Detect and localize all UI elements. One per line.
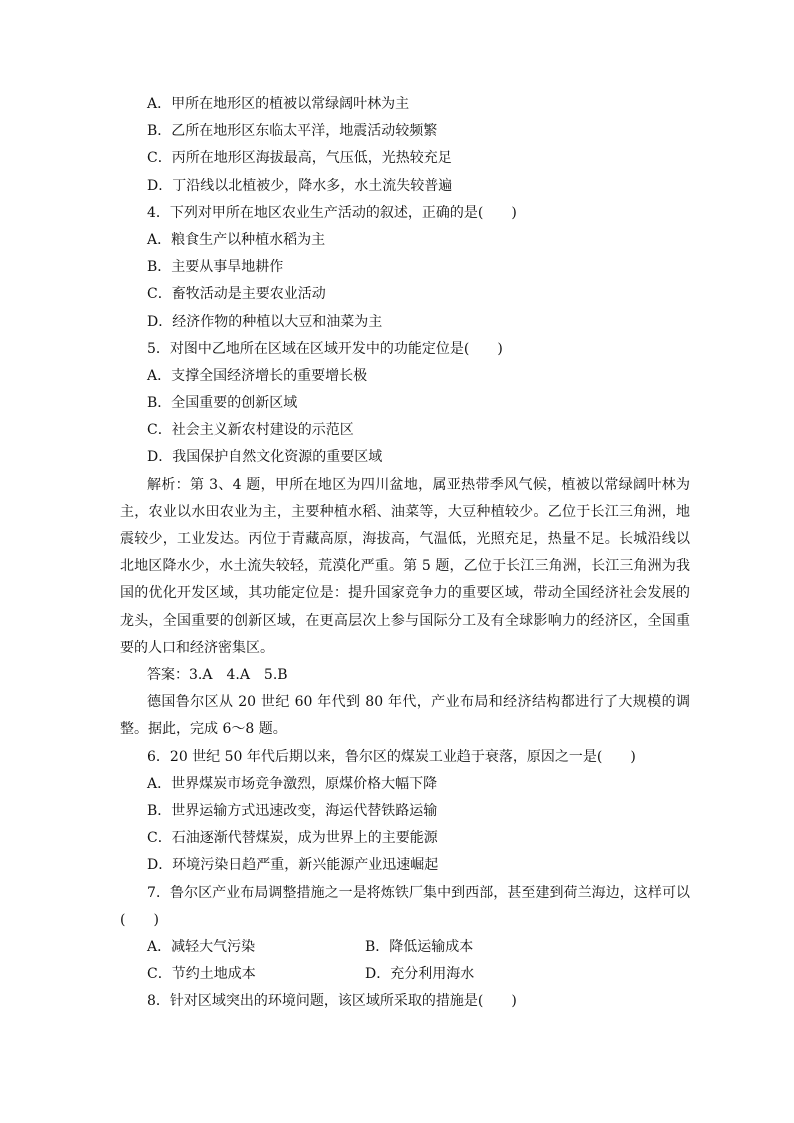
ruhr-intro-paragraph: 德国鲁尔区从 20 世纪 60 年代到 80 年代，产业布局和经济结构都进行了大规模的调整。据此，完成 6～8 题。: [120, 694, 690, 738]
q7-option-a: A．减轻大气污染: [147, 938, 256, 955]
q4-option-c: C．畜牧活动是主要农业活动: [147, 286, 326, 303]
q3-option-a: A．甲所在地形区的植被以常绿阔叶林为主: [147, 96, 410, 112]
q7-options-row-1: [120, 934, 690, 961]
q3-option-d: D．丁沿线以北植被少，降水多，水土流失较普遍: [147, 177, 453, 194]
q5-stem: 5．对图中乙地所在区域在区域开发中的功能定位是( ): [147, 340, 503, 357]
q6-stem: 6．20 世纪 50 年代后期以来，鲁尔区的煤炭工业趋于衰落，原因之一是( ): [147, 748, 636, 765]
q3-option-b: B．乙所在地形区东临太平洋，地震活动较频繁: [147, 123, 438, 140]
q6-option-d: D．环境污染日趋严重，新兴能源产业迅速崛起: [147, 857, 439, 874]
analysis-paragraph: 解析：第 3、4 题，甲所在地区为四川盆地，属亚热带季风气候，植被以常绿阔叶林为主，农业以水田农业为主，主要种植水稻、油菜等，大豆种植较少。乙位于长江三角洲，地震较少，工业发达。丙位于青藏高原，海拔高，气温低，光照充足，热量不足。长城沿线以北地区降水少，水土流失较轻，荒漠化严重。第 5 题，乙位于长江三角洲，长江三角洲为我国的优化开发区域，其功能定位是：提升国家竞争力的重要区域，带动全国经济社会发展的龙头，全国重要的创新区域，在更高层次上参与国际分工及有全球影响力的经济区，全国重要的人口和经济密集区。: [120, 476, 690, 656]
q6-option-b: B．世界运输方式迅速改变，海运代替铁路运输: [147, 803, 438, 820]
q7-option-d: D．充分利用海水: [365, 966, 475, 983]
q7-option-c: C．节约土地成本: [147, 966, 256, 983]
q4-option-d: D．经济作物的种植以大豆和油菜为主: [147, 313, 383, 330]
q6-option-a: A．世界煤炭市场竞争激烈，原煤价格大幅下降: [147, 775, 438, 792]
q5-option-c: C．社会主义新农村建设的示范区: [147, 422, 354, 439]
q3-option-c: C．丙所在地形区海拔最高，气压低，光热较充足: [147, 150, 452, 167]
q8-stem: 8．针对区域突出的环境问题，该区域所采取的措施是( ): [147, 993, 517, 1010]
q7-options-row-2: [120, 961, 690, 988]
q5-option-a: A．支撑全国经济增长的重要增长极: [147, 367, 368, 384]
q7-stem: 7．鲁尔区产业布局调整措施之一是将炼铁厂集中到西部，甚至建到荷兰海边，这样可以( ): [120, 884, 690, 928]
q6-option-c: C．石油逐渐代替煤炭，成为世界上的主要能源: [147, 830, 438, 847]
q5-option-b: B．全国重要的创新区域: [147, 395, 298, 412]
q7-option-b: B．降低运输成本: [365, 938, 474, 955]
q5-option-d: D．我国保护自然文化资源的重要区域: [147, 449, 383, 466]
page-content: [120, 91, 690, 1016]
q4-stem: 4．下列对甲所在地区农业生产活动的叙述，正确的是( ): [147, 204, 517, 221]
q4-option-b: B．主要从事旱地耕作: [147, 259, 284, 276]
q4-option-a: A．粮食生产以种植水稻为主: [147, 231, 326, 248]
answer-line: 答案：3.A 4.A 5.B: [147, 667, 288, 684]
